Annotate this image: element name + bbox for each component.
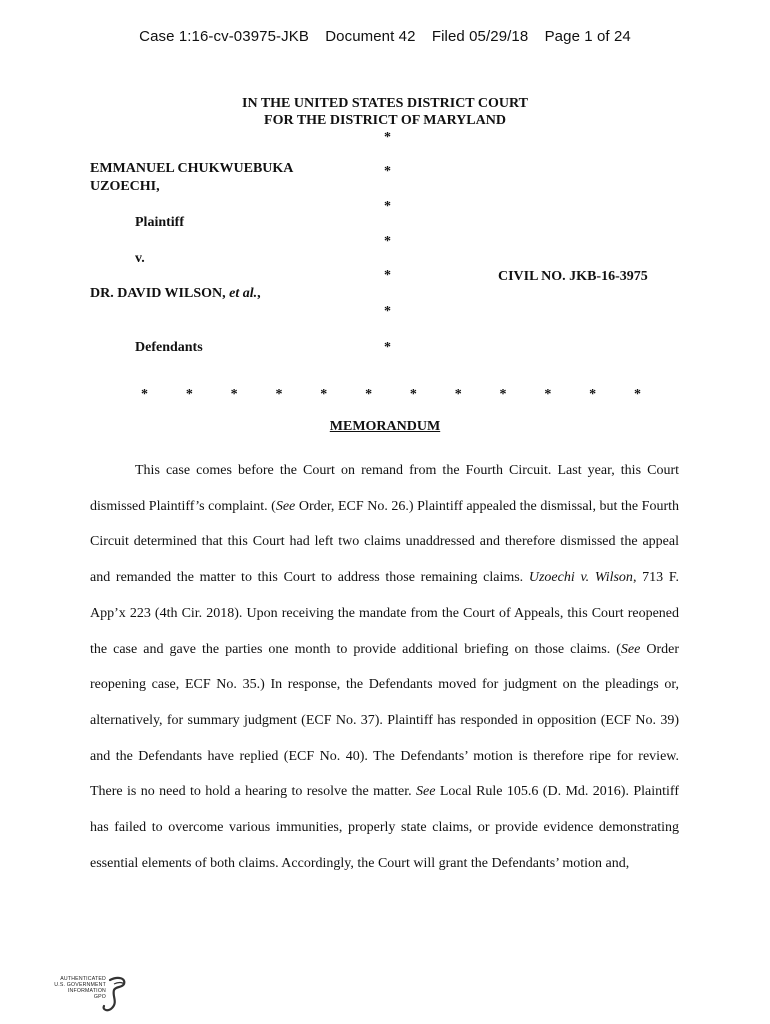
filing-header: [0, 28, 770, 45]
plaintiff-name-line-2: UZOECHI,: [90, 179, 160, 194]
gpo-eagle-icon: [44, 974, 134, 1014]
body-text-1: This case comes before the Court on remand from the Fourth Circuit. Last year, this Court dismissed Plaintiff’s complaint. (: [90, 463, 679, 514]
memorandum-title: MEMORANDUM: [329, 419, 441, 434]
defendant-comma: ,: [257, 286, 261, 301]
gpo-authentication-seal: [44, 974, 134, 1014]
caption-star: *: [384, 268, 391, 283]
court-line-2: FOR THE DISTRICT OF MARYLAND: [264, 113, 506, 128]
civil-number: CIVIL NO. JKB-16-3975: [498, 269, 648, 284]
case-number: Case 1:16-cv-03975-JKB: [139, 28, 309, 45]
gpo-line-2: U.S. GOVERNMENT: [54, 982, 106, 988]
gpo-line-4: GPO: [93, 994, 106, 1000]
caption-star: *: [384, 234, 391, 249]
gpo-line-1: AUTHENTICATED: [60, 976, 106, 982]
memorandum-body: [90, 453, 679, 881]
versus: v.: [135, 251, 145, 266]
divider-star: *: [230, 387, 238, 402]
divider-star: *: [365, 387, 373, 402]
defendant-name-text: DR. DAVID WILSON,: [90, 286, 226, 301]
court-line-1: IN THE UNITED STATES DISTRICT COURT: [242, 96, 528, 111]
divider-star: *: [454, 387, 462, 402]
divider-star: *: [275, 387, 283, 402]
see-signal: See: [620, 641, 641, 657]
gpo-line-3: INFORMATION: [67, 988, 106, 994]
divider-star: *: [320, 387, 328, 402]
see-signal: See: [415, 784, 436, 800]
caption-star: *: [384, 340, 391, 355]
defendant-role: Defendants: [135, 340, 203, 355]
divider-star: *: [589, 387, 597, 402]
body-text-3: , 713 F. App’x 223 (4th Cir. 2018). Upon receiving the mandate from the Court of Appeals, this Court reopened the case and gave the parties one month to provide additional briefing on those claims. (: [90, 570, 679, 657]
caption-divider: [141, 387, 641, 403]
case-citation: Uzoechi v. Wilson: [528, 570, 633, 586]
body-text-5: Local Rule 105.6 (D. Md. 2016). Plaintiff has failed to overcome various immunities, properly state claims, or provide evidence demonstrating essential elements of both claims. Accordingly, the Court will grant the Defendants’ motion and,: [90, 784, 679, 871]
defendant-name: [90, 286, 261, 302]
court-title: [0, 95, 770, 129]
see-signal: See: [275, 498, 296, 514]
caption-star: *: [384, 304, 391, 319]
body-text-4: Order reopening case, ECF No. 35.) In response, the Defendants moved for judgment on the pleadings or, alternatively, for summary judgment (ECF No. 37). Plaintiff has responded in opposition (ECF No. 39) and the Defendants have replied (ECF No. 40). The Defendants’ motion is therefore ripe for review. There is no need to hold a hearing to resolve the matter.: [90, 641, 680, 800]
divider-star: *: [633, 387, 641, 402]
divider-star: *: [544, 387, 552, 402]
page-number: Page 1 of 24: [544, 28, 631, 45]
caption-star: *: [384, 164, 391, 179]
filed-date: Filed 05/29/18: [431, 28, 529, 45]
divider-star: *: [141, 387, 148, 402]
divider-star: *: [409, 387, 417, 402]
defendant-et-al: et al.: [229, 286, 258, 301]
body-text-2: Order, ECF No. 26.) Plaintiff appealed the dismissal, but the Fourth Circuit determined that this Court had left two claims unaddressed and therefore dismissed the appeal and remanded the matter to this Court to address those remaining claims.: [90, 498, 679, 586]
caption-star: *: [384, 130, 391, 145]
divider-star: *: [185, 387, 193, 402]
document-number: Document 42: [325, 28, 416, 45]
plaintiff-role: Plaintiff: [135, 215, 184, 230]
plaintiff-name-line-1: EMMANUEL CHUKWUEBUKA: [90, 161, 294, 176]
caption-star: *: [384, 199, 391, 214]
divider-star: *: [499, 387, 507, 402]
